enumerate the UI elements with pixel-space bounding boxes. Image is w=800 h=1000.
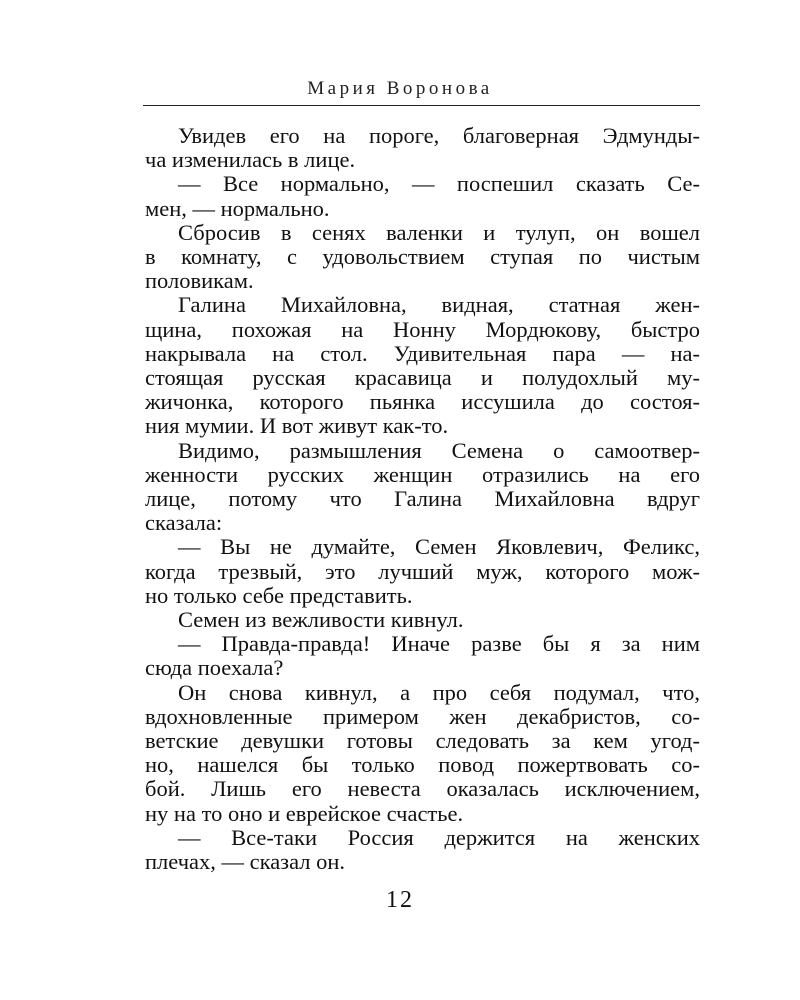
text-line: жичонка, которого пьянка иссушила до состоя- (145, 389, 700, 415)
text-line: плечах, — сказал он. (145, 849, 346, 875)
text-line: бой. Лишь его невеста оказалась исключением, (145, 776, 700, 802)
text-line: — Все нормально, — поспешил сказать Се- (178, 171, 700, 197)
text-line: стоящая русская красавица и полудохлый му- (145, 365, 700, 391)
text-line: Семен из вежливости кивнул. (178, 607, 464, 633)
text-line: накрывала на стол. Удивительная пара — на- (145, 340, 700, 366)
text-line: ну на то оно и еврейское счастье. (145, 800, 464, 826)
text-line: — Все-таки Россия держится на женских (178, 824, 700, 850)
text-line: половикам. (145, 268, 254, 294)
header-rule (143, 105, 700, 106)
text-line: в комнату, с удовольствием ступая по чистым (145, 244, 700, 270)
text-line: Видимо, размышления Семена о самоотвер- (178, 437, 700, 463)
text-line: Он снова кивнул, а про себя подумал, что, (178, 679, 700, 705)
text-line: щина, похожая на Нонну Мордюкову, быстро (145, 316, 700, 342)
text-line: но только себе представить. (145, 582, 413, 608)
text-line: вдохновленные примером жен декабристов, со- (145, 703, 700, 729)
text-line: сказала: (145, 510, 223, 536)
text-line: Сбросив в сенях валенки и тулуп, он вошел (178, 219, 700, 245)
text-line: когда трезвый, это лучший муж, которого мож- (145, 558, 700, 584)
page-number: 12 (386, 887, 414, 913)
text-line: ветские девушки готовы следовать за кем угод- (145, 728, 700, 754)
text-line: Увидев его на пороге, благоверная Эдмунды- (178, 123, 700, 148)
text-line: ча изменилась в лице. (145, 147, 356, 173)
text-line: — Вы не думайте, Семен Яковлевич, Феликс, (178, 534, 700, 560)
text-line: но, нашелся бы только повод пожертвовать со- (145, 752, 700, 778)
text-line: женности русских женщин отразились на его (145, 461, 700, 487)
body-text (145, 124, 700, 874)
text-line: мен, — нормально. (145, 195, 330, 221)
text-line: — Правда-правда! Иначе разве бы я за ним (178, 631, 700, 657)
text-line: ния мумии. И вот живут как-то. (145, 413, 449, 439)
text-line: лице, потому что Галина Михайловна вдруг (145, 486, 700, 512)
text-line: сюда поехала? (145, 655, 284, 681)
running-head-author: Мария Воронова (307, 78, 493, 99)
text-line: Галина Михайловна, видная, статная жен- (178, 292, 700, 318)
